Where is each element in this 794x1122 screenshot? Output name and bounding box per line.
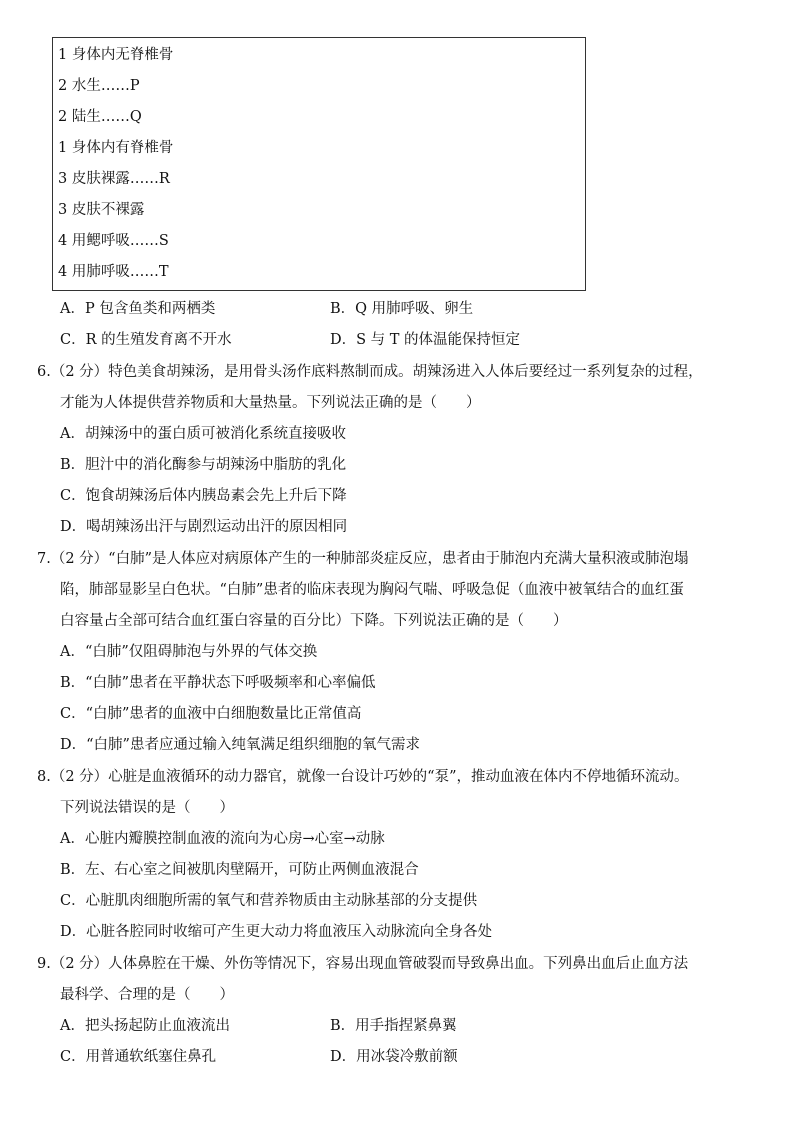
key-row: 3 皮肤不裸露 xyxy=(58,202,145,218)
q7-option-a: A．“白肺”仅阻碍肺泡与外界的气体交换 xyxy=(60,644,318,660)
q5-option-b: B．Q 用肺呼吸、卵生 xyxy=(330,301,474,317)
key-row: 4 用鳃呼吸……S xyxy=(58,233,169,249)
key-row: 3 皮肤裸露……R xyxy=(58,171,170,187)
q5-option-a: A．P 包含鱼类和两栖类 xyxy=(60,301,216,317)
q8-option-c: C．心脏肌肉细胞所需的氧气和营养物质由主动脉基部的分支提供 xyxy=(60,893,478,909)
q8-option-b: B．左、右心室之间被肌肉壁隔开，可防止两侧血液混合 xyxy=(60,862,419,878)
q6-option-b: B．胆汁中的消化酶参与胡辣汤中脂肪的乳化 xyxy=(60,457,347,473)
q5-option-d: D．S 与 T 的体温能保持恒定 xyxy=(330,332,521,348)
key-row: 1 身体内无脊椎骨 xyxy=(58,47,174,63)
q8-stem-line: 8.（2 分）心脏是血液循环的动力器官，就像一台设计巧妙的“泵”，推动血液在体内不停地循环流动。 xyxy=(37,769,689,785)
q7-stem-line: 白容量占全部可结合血红蛋白容量的百分比）下降。下列说法正确的是（ ） xyxy=(60,613,568,629)
q9-option-c: C．用普通软纸塞住鼻孔 xyxy=(60,1049,217,1065)
q7-stem-line: 7.（2 分）“白肺”是人体应对病原体产生的一种肺部炎症反应，患者由于肺泡内充满大量积液或肺泡塌 xyxy=(37,551,689,567)
q7-stem-line: 陷，肺部显影呈白色状。“白肺”患者的临床表现为胸闷气喘、呼吸急促（血液中被氧结合的血红蛋 xyxy=(60,582,684,598)
key-row: 2 陆生……Q xyxy=(58,109,142,125)
q9-stem-line: 9.（2 分）人体鼻腔在干燥、外伤等情况下，容易出现血管破裂而导致鼻出血。下列鼻出血后止血方法 xyxy=(37,956,689,972)
q5-option-c: C．R 的生殖发育离不开水 xyxy=(60,332,232,348)
q9-option-a: A．把头扬起防止血液流出 xyxy=(60,1018,230,1034)
q7-option-b: B．“白肺”患者在平静状态下呼吸频率和心率偏低 xyxy=(60,675,376,691)
dichotomous-key-box xyxy=(52,37,586,291)
q8-stem-line: 下列说法错误的是（ ） xyxy=(60,800,234,816)
q8-option-d: D．心脏各腔同时收缩可产生更大动力将血液压入动脉流向全身各处 xyxy=(60,924,493,940)
q8-option-a: A．心脏内瓣膜控制血液的流向为心房→心室→动脉 xyxy=(60,831,385,847)
q6-stem-line: 6.（2 分）特色美食胡辣汤，是用骨头汤作底料熬制而成。胡辣汤进入人体后要经过一系列复杂的过程， xyxy=(37,364,703,380)
q7-option-d: D．“白肺”患者应通过输入纯氧满足组织细胞的氧气需求 xyxy=(60,737,420,753)
key-row: 4 用肺呼吸……T xyxy=(58,264,169,280)
key-row: 2 水生……P xyxy=(58,78,140,94)
q9-option-b: B．用手指捏紧鼻翼 xyxy=(330,1018,457,1034)
key-row: 1 身体内有脊椎骨 xyxy=(58,140,174,156)
q6-option-a: A．胡辣汤中的蛋白质可被消化系统直接吸收 xyxy=(60,426,346,442)
q6-stem-line: 才能为人体提供营养物质和大量热量。下列说法正确的是（ ） xyxy=(60,395,481,411)
q7-option-c: C．“白肺”患者的血液中白细胞数量比正常值高 xyxy=(60,706,362,722)
q9-option-d: D．用冰袋冷敷前额 xyxy=(330,1049,458,1065)
q9-stem-line: 最科学、合理的是（ ） xyxy=(60,987,234,1003)
q6-option-d: D．喝胡辣汤出汗与剧烈运动出汗的原因相同 xyxy=(60,519,348,535)
q6-option-c: C．饱食胡辣汤后体内胰岛素会先上升后下降 xyxy=(60,488,347,504)
